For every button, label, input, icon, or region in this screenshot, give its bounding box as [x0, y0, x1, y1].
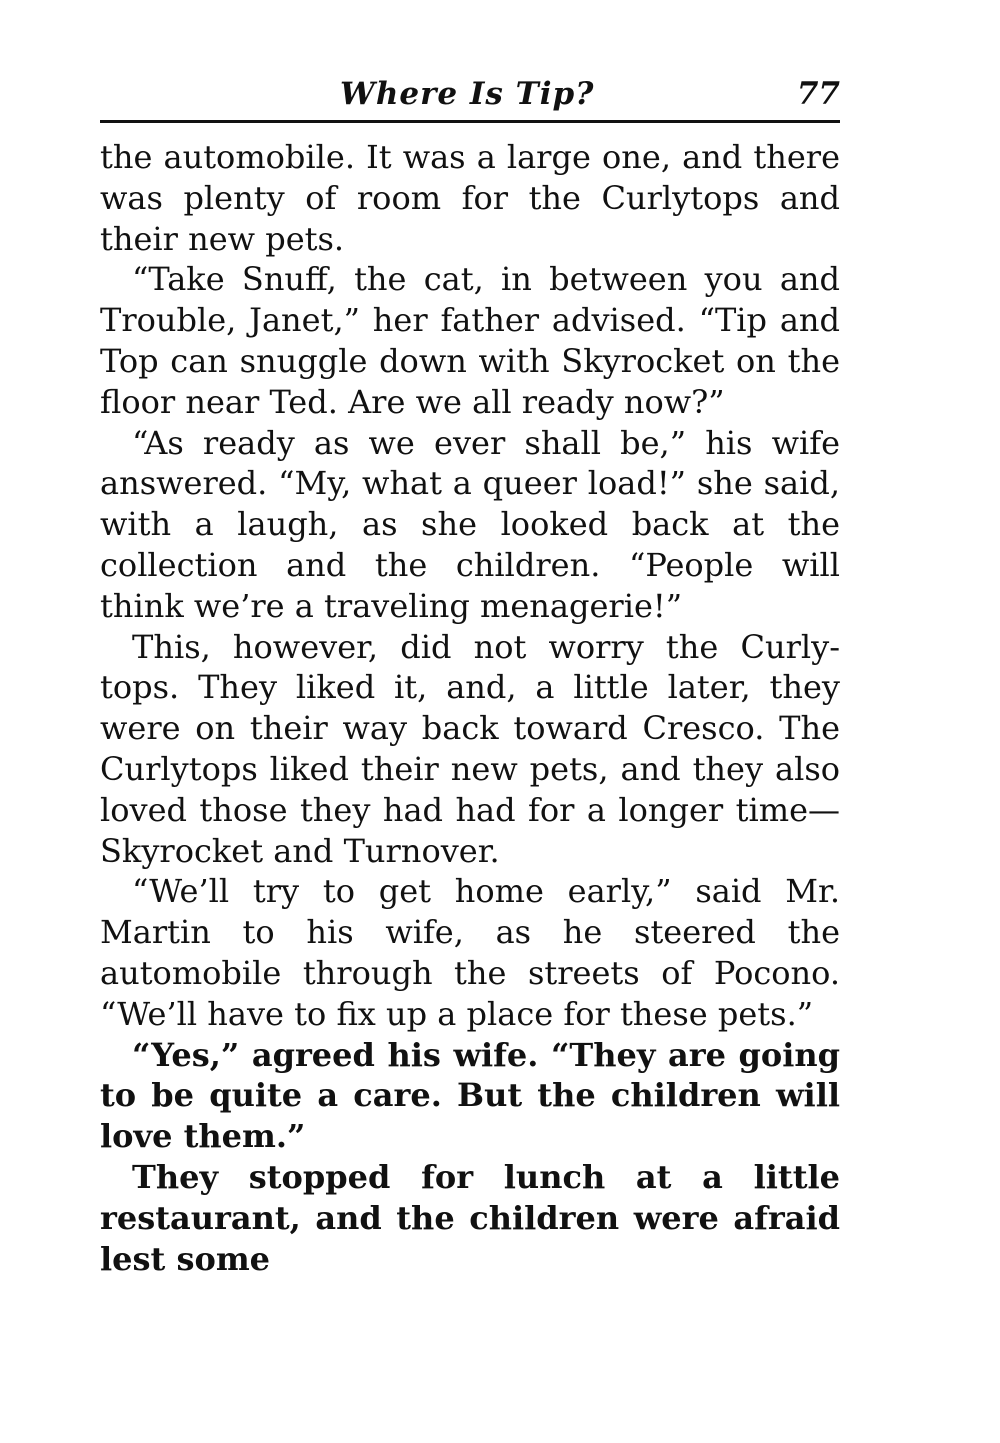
paragraph: “As ready as we ever shall be,” his wife answered. “My, what a queer load!” she said, with a laugh, as she looked back at the collection and the children. “People will think we’re a traveling menagerie!”: [100, 423, 840, 625]
paragraph: This, however, did not worry the Curly-tops. They liked it, and, a little later, they were on their way back toward Cresco. The Curlytops liked their new pets, and they also loved those they had had for a longer time—Skyrocket and Turnover.: [100, 627, 840, 870]
paragraph: “Yes,” agreed his wife. “They are going to be quite a care. But the children will love them.”: [100, 1035, 840, 1156]
book-page: [100, 70, 840, 1279]
page-number: 77: [796, 76, 840, 112]
running-title: Where Is Tip?: [340, 76, 595, 112]
paragraph: the automobile. It was a large one, and there was plenty of room for the Curlytops and their new pets.: [100, 138, 840, 258]
running-head: [100, 70, 840, 116]
paragraph: “Take Snuff, the cat, in between you and Trouble, Janet,” her father advised. “Tip and Top can snuggle down with Skyrocket on the floor near Ted. Are we all ready now?”: [100, 260, 840, 421]
header-rule: [100, 120, 840, 123]
paragraph: They stopped for lunch at a little restaurant, and the children were afraid lest some: [100, 1157, 840, 1278]
body-text: [100, 137, 840, 1279]
paragraph: “We’ll try to get home early,” said Mr. Martin to his wife, as he steered the automobile through the streets of Pocono. “We’ll have to fix up a place for these pets.”: [100, 872, 840, 1033]
